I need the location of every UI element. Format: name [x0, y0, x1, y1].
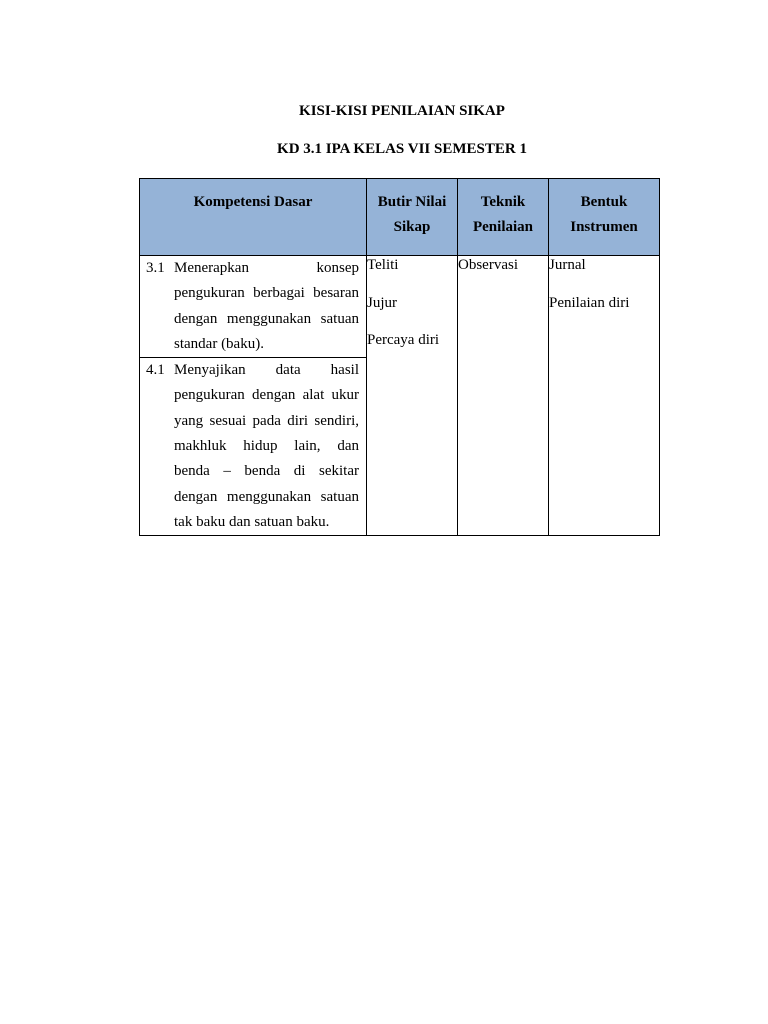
table-row: [140, 256, 660, 536]
bentuk-instrumen-cell: [549, 256, 660, 536]
header-butir-line1: Butir Nilai: [377, 194, 447, 210]
kd-item: [140, 357, 366, 535]
header-kompetensi-dasar: [140, 179, 367, 256]
bentuk-item: Penilaian diri: [549, 294, 630, 311]
header-teknik-penilaian: [458, 179, 549, 256]
teknik-penilaian-cell: [458, 256, 549, 536]
document-title: KISI-KISI PENILAIAN SIKAP: [299, 103, 505, 119]
table-header-row: [140, 179, 660, 256]
bentuk-item: Jurnal: [549, 257, 586, 273]
butir-nilai-cell: [367, 256, 458, 536]
butir-item: Jujur: [367, 294, 397, 311]
teknik-item: Observasi: [458, 257, 518, 273]
header-butir-line2: Sikap: [393, 219, 431, 235]
document-subtitle: KD 3.1 IPA KELAS VII SEMESTER 1: [277, 141, 527, 157]
header-bentuk-instrumen: [549, 179, 660, 256]
header-bentuk-line1: Bentuk: [580, 194, 628, 210]
header-bentuk-line2: Instrumen: [570, 219, 638, 235]
kompetensi-dasar-cell: [140, 256, 367, 536]
header-kompetensi-label: Kompetensi Dasar: [193, 194, 313, 210]
kd-item: [140, 256, 366, 357]
kd-text: Menyajikan data hasil pengukuran dengan alat ukur yang sesuai pada diri sendiri, makhluk hidup lain, dan benda – benda di sekitar dengan menggunakan satuan tak baku dan satuan baku.: [174, 362, 359, 530]
kd-number: 3.1: [146, 260, 165, 276]
kd-number: 4.1: [146, 362, 165, 379]
header-butir-nilai-sikap: [367, 179, 458, 256]
butir-item: Percaya diri: [367, 332, 440, 348]
assessment-table: [139, 178, 660, 536]
kd-text: Menerapkan konsep pengukuran berbagai besaran dengan menggunakan satuan standar (baku).: [174, 260, 359, 352]
header-teknik-line1: Teknik: [480, 194, 526, 210]
header-teknik-line2: Penilaian: [472, 219, 533, 235]
butir-item: Teliti: [367, 257, 399, 273]
